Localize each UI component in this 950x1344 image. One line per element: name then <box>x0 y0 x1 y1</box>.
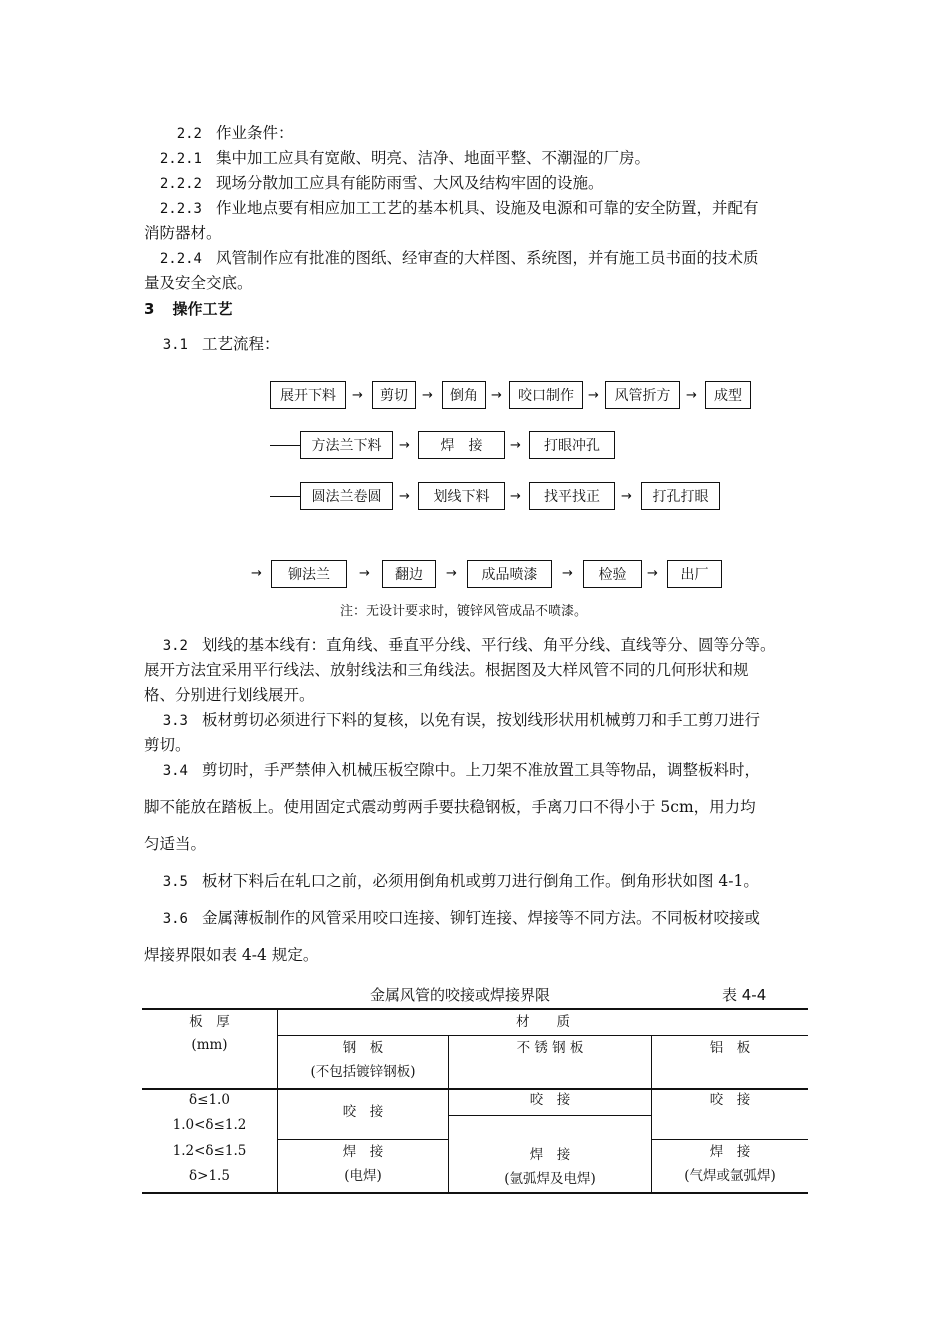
header-stainless: 不 锈 钢 板 <box>516 1040 584 1056</box>
table-title: 金属风管的咬接或焊接界限 <box>370 986 551 1004</box>
item-3-6 <box>144 906 814 932</box>
section-number: 3.3 <box>162 713 188 729</box>
item-text: 板材剪切必须进行下料的复核，以免有误，按划线形状用机械剪刀和手工剪刀进行 <box>202 711 761 729</box>
flow-arrow-icon: → <box>588 388 599 403</box>
flow-step-unfold-cut: 展开下料 <box>270 381 346 409</box>
flow-arrow-icon: → <box>446 566 457 581</box>
flow-step-duct-folding: 风管折方 <box>605 381 680 409</box>
item-text: 板材下料后在轧口之前，必须用倒角机或剪刀进行倒角工作。倒角形状如图 4-1。 <box>202 872 759 890</box>
flow-arrow-icon: → <box>352 388 363 403</box>
section-number: 3.6 <box>162 911 188 927</box>
flow-step-rivet-flange: 铆法兰 <box>271 560 347 588</box>
flow-arrow-icon: → <box>251 566 262 581</box>
item-text: 现场分散加工应具有能防雨雪、大风及结构牢固的设施。 <box>216 174 604 192</box>
thickness-row-3: 1.2<δ≤1.5 <box>172 1143 247 1159</box>
item-text: 作业条件： <box>216 124 294 142</box>
flow-step-seam-making: 咬口制作 <box>509 381 583 409</box>
item-3-3 <box>144 708 814 734</box>
stainless-weld-cell: 焊 接 <box>529 1147 571 1163</box>
thickness-row-2: 1.0<δ≤1.2 <box>172 1117 247 1133</box>
item-2-2-3-continuation: 消防器材。 <box>144 224 222 242</box>
item-3-2-line2: 展开方法宜采用平行线法、放射线法和三角线法。根据图及大样风管不同的几何形状和规 <box>144 661 749 679</box>
aluminum-weld-note: (气焊或氩弧焊) <box>684 1168 776 1184</box>
item-2-2-2 <box>144 171 814 197</box>
section-number: 3.2 <box>162 638 188 654</box>
table-number: 表 4-4 <box>722 986 767 1004</box>
item-3-4 <box>144 758 814 784</box>
section-number: 2.2.1 <box>159 151 202 167</box>
section-number: 3.4 <box>162 763 188 779</box>
section-number: 2.2 <box>176 126 202 142</box>
section-number: 3.1 <box>162 337 188 353</box>
flow-step-round-flange-roll: 圆法兰卷圆 <box>300 482 393 510</box>
flow-step-square-flange-cut: 方法兰下料 <box>300 431 393 459</box>
flow-arrow-icon: → <box>422 388 433 403</box>
flow-note: 注：无设计要求时，镀锌风管成品不喷漆。 <box>340 604 588 619</box>
item-3-2-line3: 格、分别进行划线展开。 <box>144 686 315 704</box>
flow-arrow-icon: → <box>562 566 573 581</box>
item-text: 工艺流程： <box>202 335 280 353</box>
header-thickness-unit: (mm) <box>191 1037 228 1053</box>
header-steel: 钢 板 <box>342 1040 384 1056</box>
header-aluminum: 铝 板 <box>709 1040 751 1056</box>
flow-step-drill-punch: 打眼冲孔 <box>529 431 615 459</box>
section-title: 操作工艺 <box>172 300 233 318</box>
item-text: 剪切时，手严禁伸入机械压板空隙中。上刀架不准放置工具等物品，调整板料时， <box>202 761 761 779</box>
section-number: 2.2.2 <box>159 176 202 192</box>
section-number: 2.2.4 <box>159 251 202 267</box>
flow-arrow-icon: → <box>510 438 521 453</box>
item-text: 金属薄板制作的风管采用咬口连接、铆钉连接、焊接等不同方法。不同板材咬接或 <box>202 909 761 927</box>
steel-weld-cell: 焊 接 <box>342 1144 384 1160</box>
flow-arrow-icon: → <box>399 489 410 504</box>
section-number: 3 <box>144 300 155 318</box>
item-3-2 <box>144 633 814 659</box>
flow-step-chamfer: 倒角 <box>442 381 486 409</box>
thickness-row-1: δ≤1.0 <box>189 1092 230 1108</box>
steel-weld-note: (电焊) <box>344 1168 382 1184</box>
item-text: 集中加工应具有宽敞、明亮、洁净、地面平整、不潮湿的厂房。 <box>216 149 651 167</box>
header-thickness: 板 厚 <box>189 1014 230 1030</box>
section-3-heading <box>144 297 814 322</box>
flow-step-leveling: 找平找正 <box>529 482 615 510</box>
flow-arrow-icon: → <box>686 388 697 403</box>
stainless-weld-note: (氩弧焊及电焊) <box>504 1171 596 1187</box>
item-2-2 <box>144 121 814 147</box>
header-steel-note: (不包括镀锌钢板) <box>310 1064 416 1080</box>
aluminum-weld-cell: 焊 接 <box>709 1144 751 1160</box>
header-material: 材 质 <box>516 1014 570 1030</box>
item-3-6-line2: 焊接界限如表 4-4 规定。 <box>144 946 319 964</box>
item-text: 风管制作应有批准的图纸、经审查的大样图、系统图，并有施工员书面的技术质 <box>216 249 759 267</box>
item-2-2-4 <box>144 246 814 272</box>
item-3-4-line3: 匀适当。 <box>144 835 207 853</box>
item-3-1 <box>144 332 814 358</box>
item-text: 作业地点要有相应加工工艺的基本机具、设施及电源和可靠的安全防置，并配有 <box>216 199 759 217</box>
item-2-2-4-continuation: 量及安全交底。 <box>144 274 253 292</box>
item-3-3-line2: 剪切。 <box>144 736 191 754</box>
table-rule <box>448 1115 651 1116</box>
item-2-2-1 <box>144 146 814 172</box>
branch-line <box>270 496 300 497</box>
flow-step-ship: 出厂 <box>667 560 722 588</box>
steel-seam-cell: 咬 接 <box>342 1104 384 1120</box>
flow-step-mark-cut: 划线下料 <box>418 482 505 510</box>
flow-arrow-icon: → <box>359 566 370 581</box>
table-bottom-rule <box>142 1192 808 1194</box>
flow-arrow-icon: → <box>647 566 658 581</box>
stainless-seam-cell: 咬 接 <box>529 1092 571 1108</box>
flow-step-forming: 成型 <box>705 381 751 409</box>
section-number: 3.5 <box>162 874 188 890</box>
flow-arrow-icon: → <box>399 438 410 453</box>
item-3-5 <box>144 869 814 895</box>
item-3-4-line2: 脚不能放在踏板上。使用固定式震动剪两手要扶稳钢板，手离刀口不得小于 5cm，用力均 <box>144 798 756 816</box>
aluminum-seam-cell: 咬 接 <box>709 1092 751 1108</box>
flow-step-flanging: 翻边 <box>382 560 436 588</box>
section-number: 2.2.3 <box>159 201 202 217</box>
item-text: 划线的基本线有：直角线、垂直平分线、平行线、角平分线、直线等分、圆等分等。 <box>202 636 776 654</box>
flow-step-welding: 焊 接 <box>418 431 505 459</box>
flow-arrow-icon: → <box>491 388 502 403</box>
flow-step-spray-paint: 成品喷漆 <box>467 560 552 588</box>
thickness-row-4: δ>1.5 <box>189 1168 230 1184</box>
flow-arrow-icon: → <box>510 489 521 504</box>
flow-step-inspection: 检验 <box>583 560 642 588</box>
flow-step-drill-holes: 打孔打眼 <box>641 482 720 510</box>
flow-arrow-icon: → <box>621 489 632 504</box>
branch-line <box>270 445 300 446</box>
flow-step-shear: 剪切 <box>372 381 416 409</box>
item-2-2-3 <box>144 196 814 222</box>
